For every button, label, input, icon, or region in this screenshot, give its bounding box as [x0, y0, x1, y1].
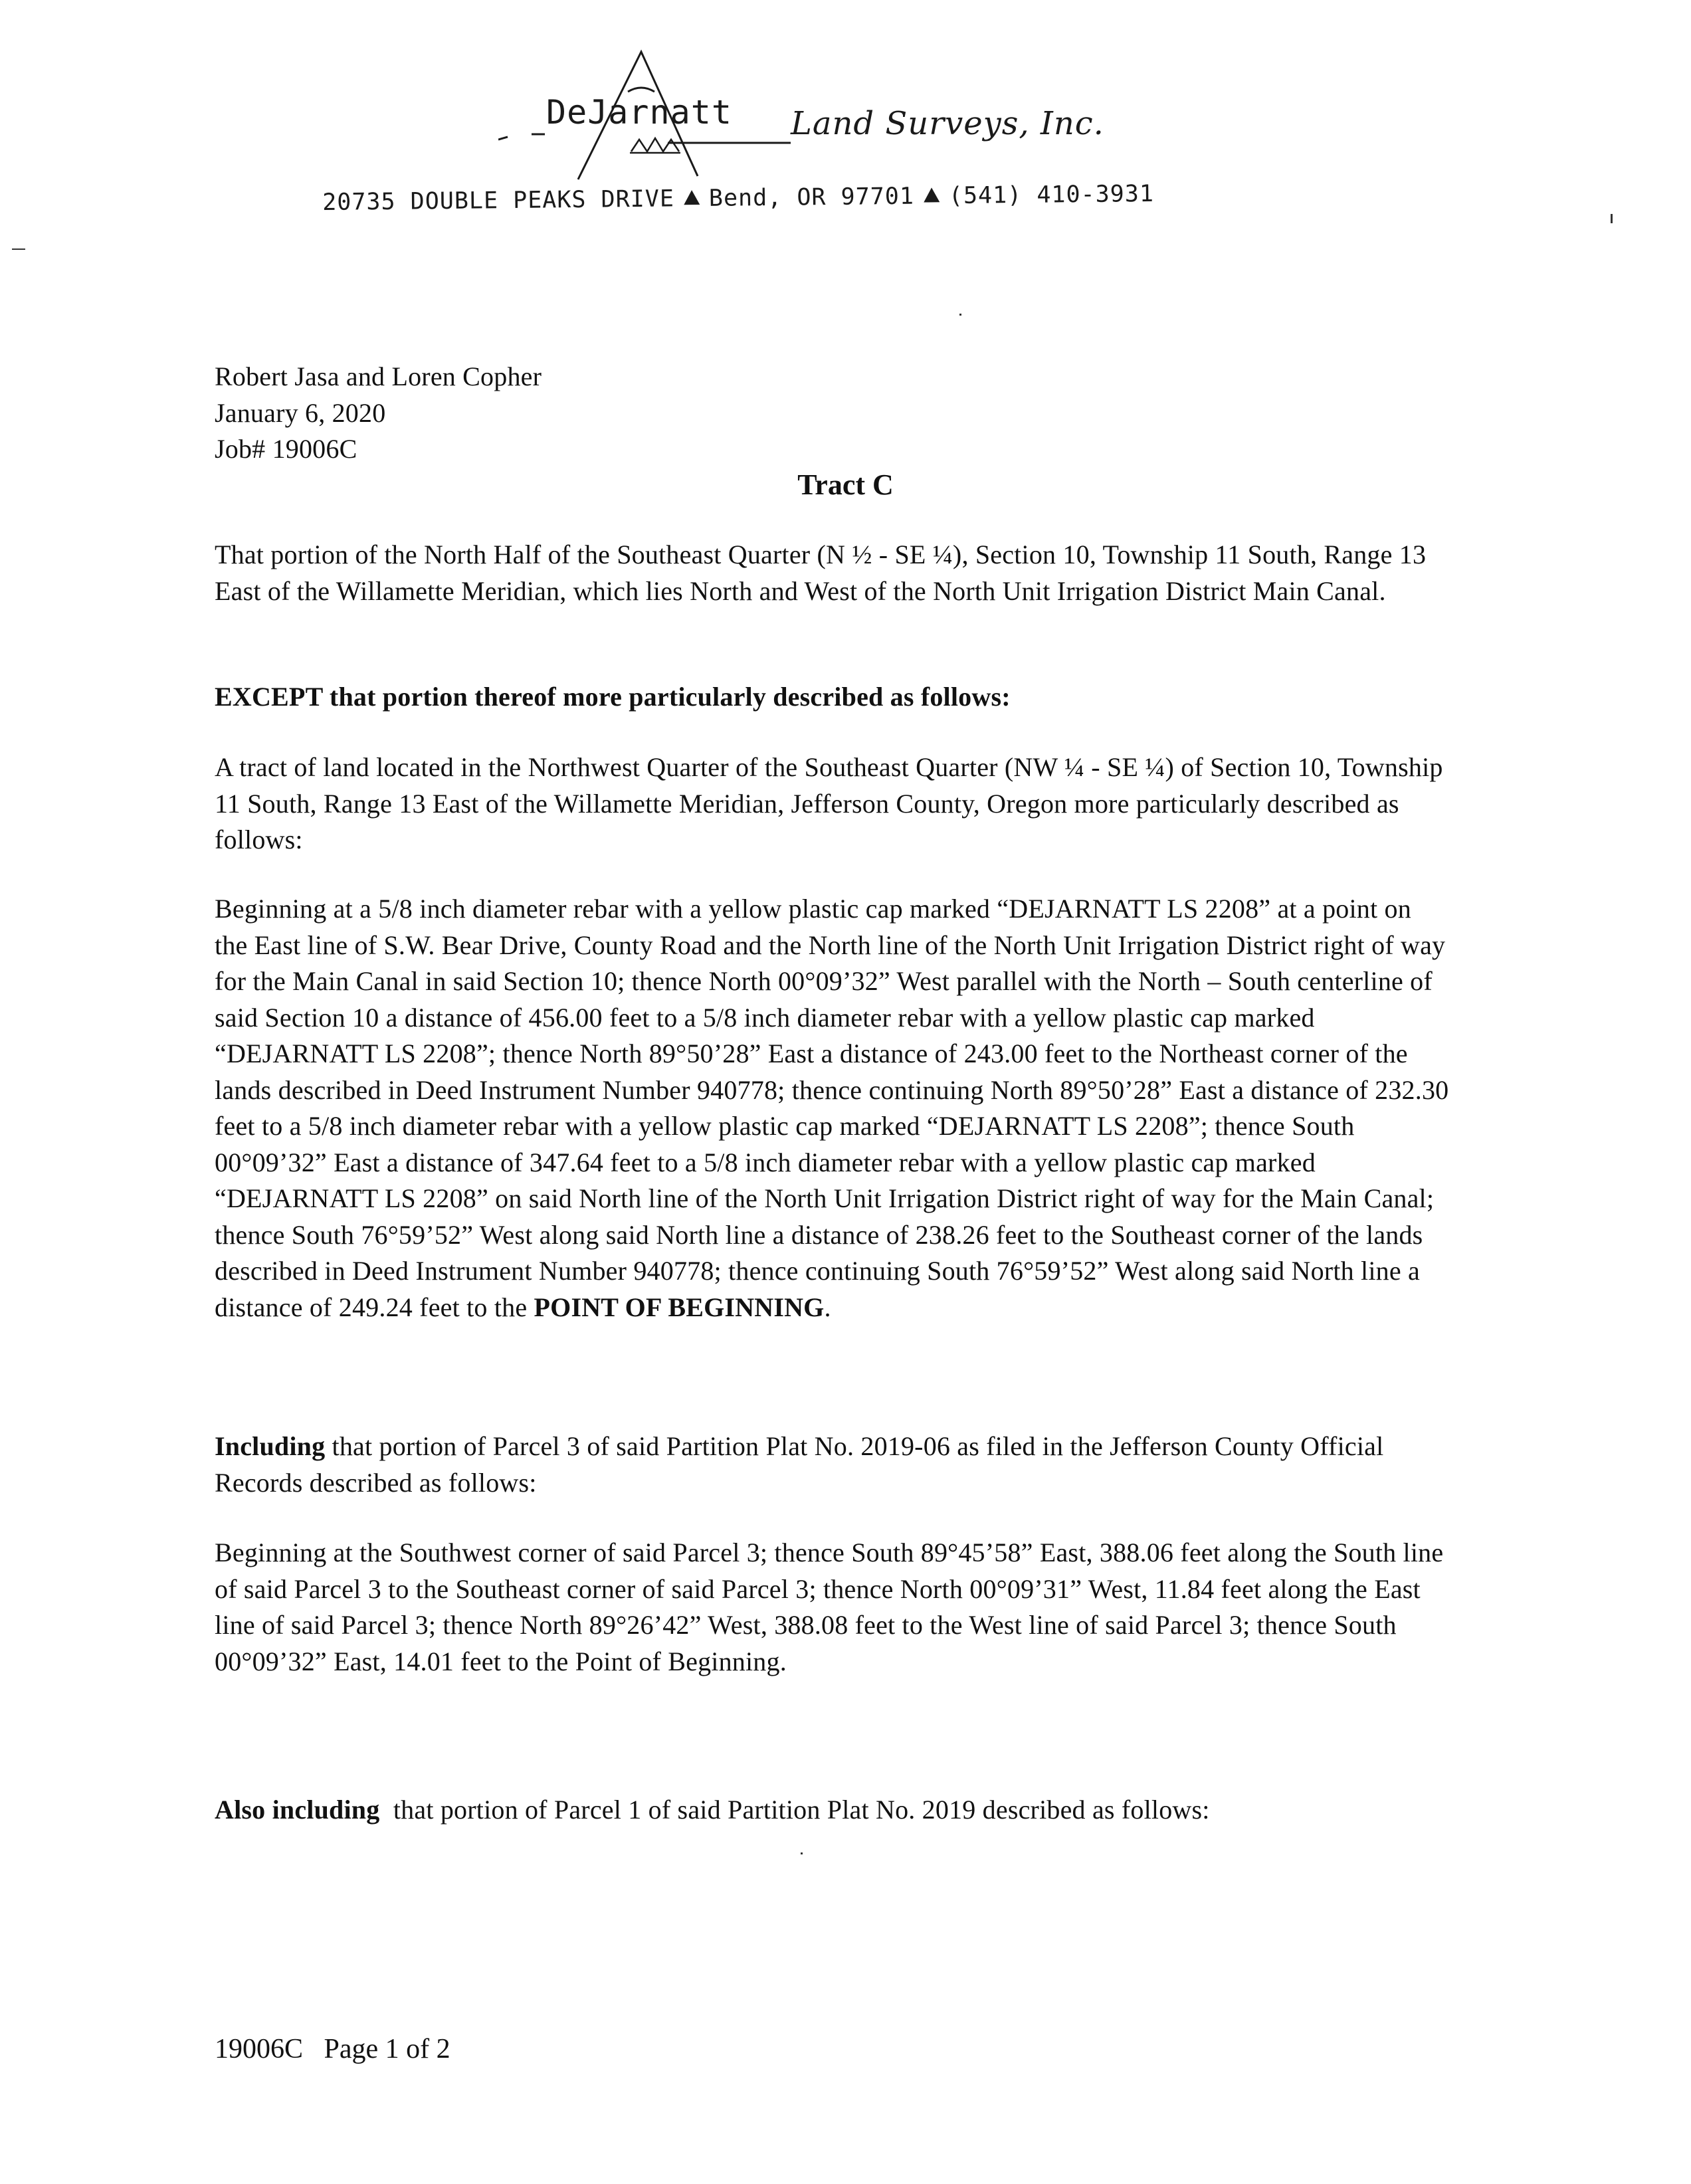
city-address: Bend, OR 97701 [708, 183, 915, 212]
including-label: Including [215, 1431, 326, 1461]
paragraph-description: That portion of the North Half of the Southeast Quarter (N ½ - SE ¼), Section 10, Township 11 South, Range 13 East of the Willamette Meridian, which lies North and West of the North Unit Irrigation District Main Canal. [215, 540, 1427, 606]
except-heading: EXCEPT that portion thereof more particularly described as follows: [215, 682, 1011, 712]
also-including-label: Also including [215, 1795, 380, 1825]
address-line [322, 181, 1154, 216]
scan-mark [12, 248, 25, 250]
scan-mark [1611, 214, 1613, 223]
scan-mark [801, 1852, 803, 1854]
paragraph-including [215, 1429, 1450, 1501]
letter-date: January 6, 2020 [215, 397, 386, 428]
street-address: 20735 DOUBLE PEAKS DRIVE [322, 185, 675, 216]
document-title: Tract C [797, 468, 894, 501]
job-number: Job# 19006C [215, 434, 357, 464]
scan-mark [959, 314, 961, 316]
metes-bounds-end: . [824, 1292, 831, 1322]
also-including-text: that portion of Parcel 1 of said Partition Plat No. 2019 described as follows: [379, 1795, 1210, 1825]
paragraph-metes-bounds [215, 891, 1450, 1326]
including-text: that portion of Parcel 3 of said Partition Plat No. 2019-06 as filed in the Jefferson County Official Records described as follows: [215, 1431, 1384, 1498]
paragraph-parcel3: Beginning at the Southwest corner of said Parcel 3; thence South 89°45’58” East, 388.06 feet along the South line of said Parcel 3 to the Southeast corner of said Parcel 3; thence North 00°09’31” West, 11.84 feet along the East line of said Parcel 3; thence North 89°26’42” West, 388.08 feet to the West line of said Parcel 3; thence South 00°09’32” East, 14.01 feet to the Point of Beginning. [215, 1538, 1444, 1676]
metes-bounds-text: Beginning at a 5/8 inch diameter rebar with a yellow plastic cap marked “DEJARNATT LS 2208” at a point on the East line of S.W. Bear Drive, County Road and the North line of the North Unit Irrigation District right of way for the Main Canal in said Section 10; thence North 00°09’32” West parallel with the North – South centerline of said Section 10 a distance of 456.00 feet to a 5/8 inch diameter rebar with a yellow plastic cap marked “DEJARNATT LS 2208”; thence North 89°50’28” East a distance of 243.00 feet to the Northeast corner of the lands described in Deed Instrument Number 940778; thence continuing North 89°50’28” East a distance of 232.30 feet to a 5/8 inch diameter rebar with a yellow plastic cap marked “DEJARNATT LS 2208”; thence South 00°09’32” East a distance of 347.64 feet to a 5/8 inch diameter rebar with a yellow plastic cap marked “DEJARNATT LS 2208” on said North line of the North Unit Irrigation District right of way for the Main Canal; thence South 76°59’52” West along said North line a distance of 238.26 feet to the Southeast corner of the lands described in Deed Instrument Number 940778; thence continuing South 76°59’52” West along said North line a distance of 249.24 feet to the [215, 894, 1449, 1322]
page-footer: 19006C Page 1 of 2 [215, 2034, 450, 2064]
company-name: DeJarnatt [546, 93, 732, 132]
paragraph-also-including [215, 1792, 1450, 1829]
point-of-beginning: POINT OF BEGINNING [534, 1292, 825, 1322]
recipient-block [215, 359, 542, 468]
company-tagline: Land Surveys, Inc. [791, 105, 1104, 142]
triangle-icon [684, 190, 700, 205]
paragraph-tract-location: A tract of land located in the Northwest Quarter of the Southeast Quarter (NW ¼ - SE ¼) of Section 10, Township 11 South, Range 13 East of the Willamette Meridian, Jefferson County, Oregon more particularly described as follows: [215, 752, 1443, 854]
paragraph-except [215, 679, 1450, 716]
phone-number: (541) 410-3931 [948, 180, 1155, 210]
recipient-names: Robert Jasa and Loren Copher [215, 361, 542, 391]
triangle-icon [924, 187, 940, 202]
